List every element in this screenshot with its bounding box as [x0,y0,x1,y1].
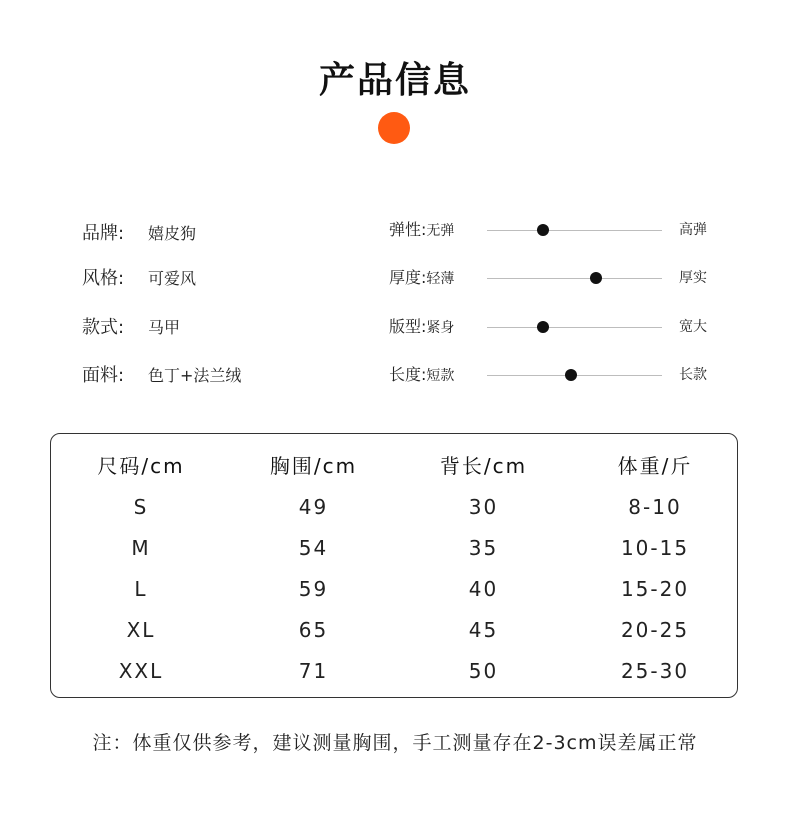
scale-label: 长度: [389,365,427,384]
table-header-cell: 体重/斤 [617,454,693,478]
attribute-value: 嬉皮狗 [148,223,197,243]
scale-label: 弹性: [389,220,427,239]
attribute-label: 风格: [82,268,125,289]
scale-length [389,363,719,387]
scale-low-label: 短款 [426,368,455,384]
table-cell: 10-15 [620,536,690,560]
table-cell: XXL [118,659,164,683]
table-cell: 65 [298,618,329,642]
scale-low-label: 无弹 [426,223,455,239]
table-row [51,569,739,609]
table-cell: XL [126,618,156,642]
attribute-value: 色丁+法兰绒 [148,365,242,385]
scale-label: 版型: [389,317,427,336]
attribute-fabric [82,362,241,386]
scale-low-label: 轻薄 [426,271,455,287]
table-cell: 71 [298,659,329,683]
scale-fit [389,315,719,339]
attribute-value: 马甲 [148,317,181,337]
size-table [50,433,738,698]
accent-dot [378,112,410,144]
scale-thickness [389,266,719,290]
scale-track [487,327,662,328]
scale-elasticity [389,218,719,242]
scale-high-label: 高弹 [679,222,707,238]
scale-high-label: 长款 [679,367,707,383]
table-cell: S [133,495,149,519]
table-cell: 15-20 [620,577,690,601]
table-cell: 20-25 [620,618,690,642]
table-cell: 40 [468,577,499,601]
table-header-row [51,446,739,486]
attribute-label: 款式: [82,317,125,338]
table-cell: 45 [468,618,499,642]
table-row [51,528,739,568]
scale-marker [537,224,549,236]
table-cell: 8-10 [628,495,682,519]
scale-label: 厚度: [389,268,427,287]
table-cell: 49 [298,495,329,519]
attribute-type [82,314,180,338]
scale-marker [537,321,549,333]
table-row [51,610,739,650]
scale-track [487,278,662,279]
attribute-value: 可爱风 [148,268,197,288]
measurement-note: 注：体重仅供参考，建议测量胸围，手工测量存在2-3cm误差属正常 [92,732,698,754]
table-cell: 30 [468,495,499,519]
table-header-cell: 胸围/cm [269,454,358,478]
table-cell: 35 [468,536,499,560]
scale-marker [590,272,602,284]
table-row [51,651,739,691]
table-cell: 50 [468,659,499,683]
attribute-brand [82,220,196,244]
table-row [51,487,739,527]
scale-low-label: 紧身 [426,320,455,336]
table-cell: 54 [298,536,329,560]
attribute-label: 面料: [82,365,125,386]
table-cell: 59 [298,577,329,601]
page-title: 产品信息 [318,60,471,101]
table-header-cell: 背长/cm [439,454,528,478]
scale-track [487,230,662,231]
table-cell: L [134,577,148,601]
table-header-cell: 尺码/cm [97,454,185,478]
attribute-label: 品牌: [82,223,125,244]
table-cell: 25-30 [620,659,690,683]
scale-marker [565,369,577,381]
attribute-style [82,265,196,289]
scale-high-label: 厚实 [679,270,707,286]
table-cell: M [131,536,151,560]
scale-high-label: 宽大 [679,319,707,335]
